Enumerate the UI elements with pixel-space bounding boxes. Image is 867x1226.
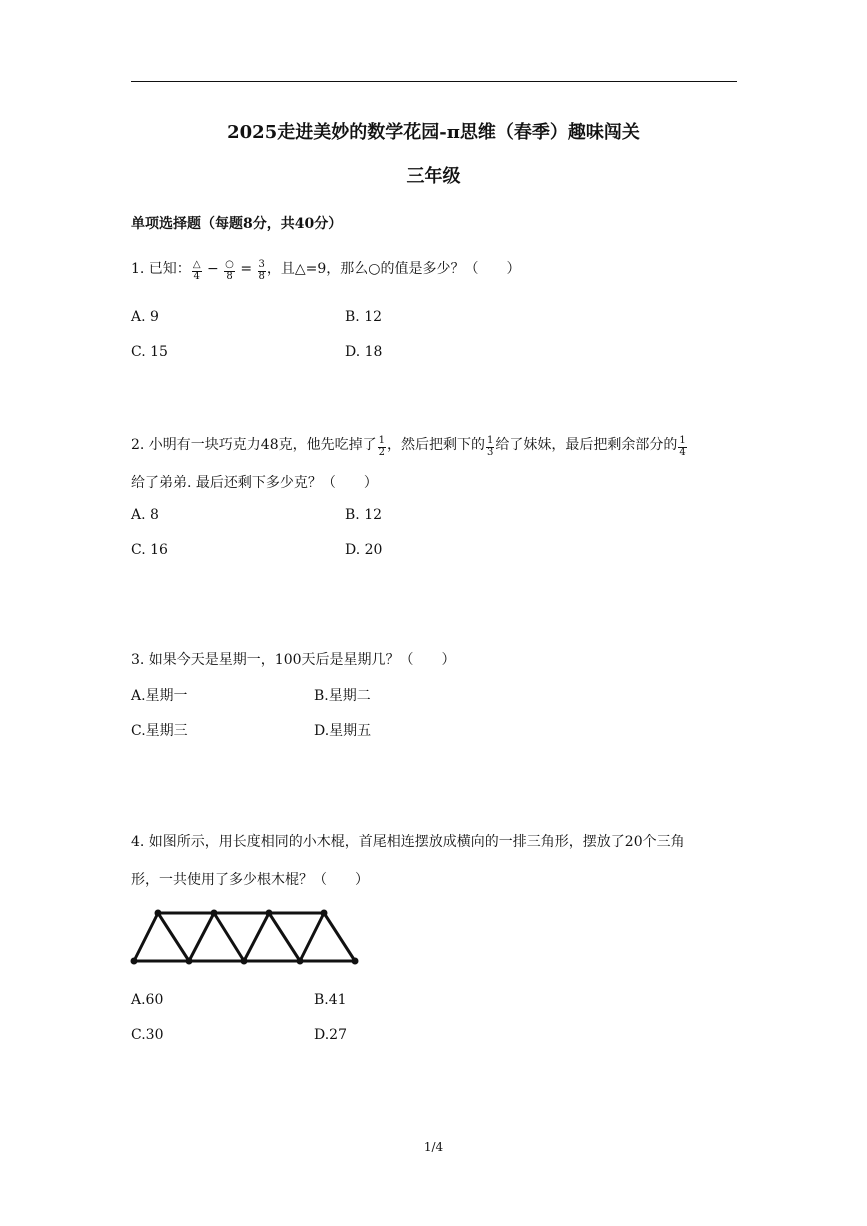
q1-minus: − bbox=[206, 261, 219, 277]
q4-text-line2: 形，一共使用了多少根木棍？（ ） bbox=[131, 872, 369, 888]
q1-suffix: ，且△=9，那么○的值是多少？（ ） bbox=[266, 261, 521, 277]
q4-option-b[interactable]: B.41 bbox=[314, 992, 347, 1008]
q3-option-a[interactable]: A.星期一 bbox=[131, 688, 188, 704]
q2-text-3: 给了妹妹，最后把剩余部分的 bbox=[495, 437, 678, 453]
q1-option-d[interactable]: D. 18 bbox=[345, 344, 383, 360]
page-number: 1/4 bbox=[423, 1140, 444, 1154]
q2-fraction-half: $\frac{1}{2}$ bbox=[378, 435, 385, 458]
question-4 bbox=[131, 823, 741, 899]
q1-fraction-result: $\frac{3}{8}$ bbox=[258, 259, 265, 282]
q4-option-c[interactable]: C.30 bbox=[131, 1027, 164, 1043]
q2-text-1: 2. 小明有一块巧克力48克，他先吃掉了 bbox=[131, 437, 377, 453]
q2-text-line2: 给了弟弟. 最后还剩下多少克？（ ） bbox=[131, 475, 378, 491]
section-heading: 单项选择题（每题8分，共40分） bbox=[131, 216, 343, 232]
q1-equals: = bbox=[240, 261, 253, 277]
q3-option-d[interactable]: D.星期五 bbox=[314, 723, 372, 739]
q2-option-d[interactable]: D. 20 bbox=[345, 542, 383, 558]
q1-prefix: 1. 已知： bbox=[131, 261, 191, 277]
question-2 bbox=[131, 426, 741, 502]
q3-option-b[interactable]: B.星期二 bbox=[314, 688, 371, 704]
grade-title: 三年级 bbox=[406, 166, 461, 187]
q1-option-c[interactable]: C. 15 bbox=[131, 344, 168, 360]
question-3: 3. 如果今天是星期一，100天后是星期几？（ ） bbox=[131, 652, 456, 668]
q3-option-c[interactable]: C.星期三 bbox=[131, 723, 188, 739]
triangle-stick-figure bbox=[126, 905, 366, 971]
q2-option-b[interactable]: B. 12 bbox=[345, 507, 383, 523]
q4-option-a[interactable]: A.60 bbox=[131, 992, 164, 1008]
q2-text-2: ，然后把剩下的 bbox=[387, 437, 485, 453]
exam-title: 2025走进美妙的数学花园-π思维（春季）趣味闯关 bbox=[227, 122, 640, 143]
stick-lines bbox=[134, 913, 355, 961]
q1-fraction-tri: $\frac{\triangle}{4}$ bbox=[192, 259, 201, 282]
q1-fraction-circ: $\frac{○}{8}$ bbox=[225, 259, 234, 282]
q4-option-d[interactable]: D.27 bbox=[314, 1027, 347, 1043]
question-1 bbox=[131, 250, 741, 288]
header-rule bbox=[131, 81, 737, 82]
q4-text-line1: 4. 如图所示，用长度相同的小木棍，首尾相连摆放成横向的一排三角形，摆放了20个三角 bbox=[131, 834, 685, 850]
q2-option-c[interactable]: C. 16 bbox=[131, 542, 168, 558]
q2-fraction-third: $\frac{1}{3}$ bbox=[487, 435, 494, 458]
q1-option-b[interactable]: B. 12 bbox=[345, 309, 383, 325]
q1-option-a[interactable]: A. 9 bbox=[131, 309, 159, 325]
q2-fraction-quarter: $\frac{1}{4}$ bbox=[679, 435, 686, 458]
q2-option-a[interactable]: A. 8 bbox=[131, 507, 159, 523]
stick-joints bbox=[131, 910, 359, 965]
